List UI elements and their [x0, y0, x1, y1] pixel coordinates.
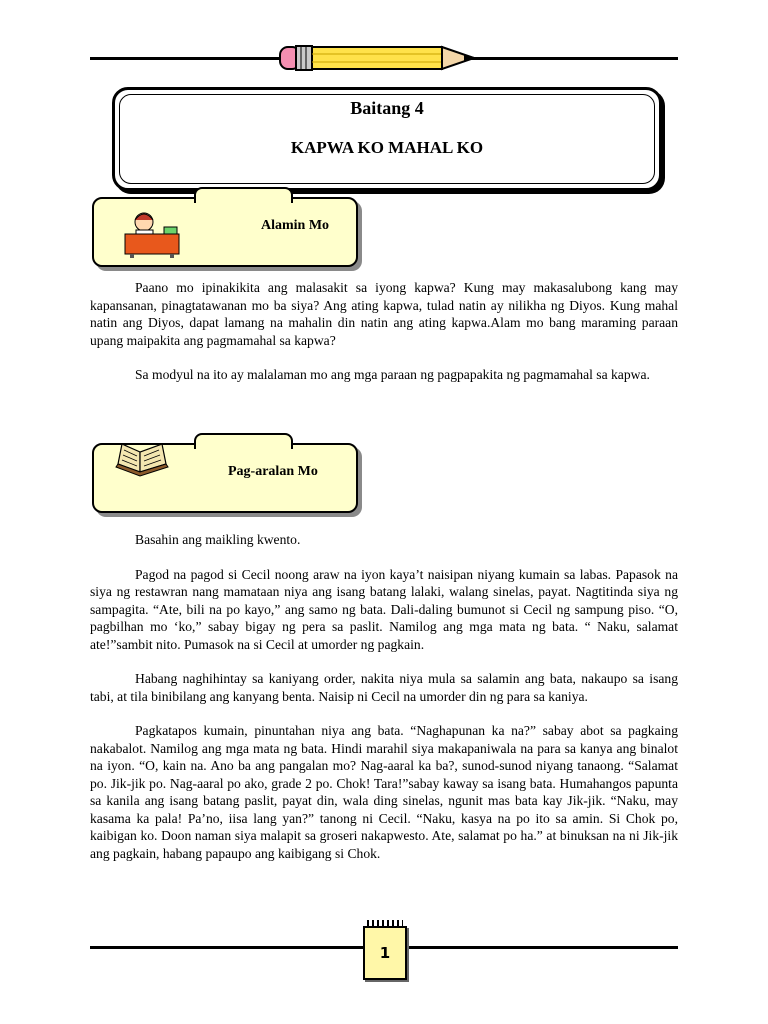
- story-text: [90, 531, 678, 862]
- intro-paragraph-2: Sa modyul na ito ay malalaman mo ang mga paraan ng pagpapakita ng pagmamahal sa kapwa.: [135, 367, 650, 382]
- lesson-title: KAPWA KO MAHAL KO: [290, 138, 484, 157]
- grade-level: Baitang 4: [350, 98, 424, 118]
- alamin-mo-label: Alamin Mo: [261, 218, 330, 233]
- title-box: [112, 87, 662, 191]
- story-paragraph-3: Pagkatapos kumain, pinuntahan niya ang bata. “Naghapunan ka na?” sabay abot sa pagkaing nakabalot. Namilog ang mga mata ng bata. Hindi marahil siya makapaniwala na para sa kanya ang binalot na iyon. “O, kain na. Ano ba ang pangalan mo? Nag-aaral ka ba?, sunod-sunod niyang tanaong. “Salamat po. Jik-jik po. Nag-aaral po ako, grade 2 po. Chok! Tara!”sabay kaway sa isang bata. Humahangos papunta sa kanila ang isang batang paslit, payat din, wala ding sinelas, ngunit mas bata kay Jik-jik. “Naku, may kasama ka pala! Pa’no, iisa lang yan?” tanong ni Cecil. “Naku, kasya na po ito sa amin. Si Chok po, kaibigan ko. Doon naman siya malapit sa groseri nakapwesto. Ate, salamat po ha.” at binuksan na ni Jik-jik ang pagkain, habang papaupo ang kaibigang si Chok.: [90, 723, 678, 861]
- story-paragraph-1: Pagod na pagod si Cecil noong araw na iyon kaya’t naisipan niyang kumain sa labas. Papasok na siya ng restawran nang mamataan niya ang isang batang lalaki, walang sinelas, payat. Nagtitinda siya ng sampagita. “Ate, bili na po kayo,” ang samo ng bata. Dali-daling bumunot si Cecil ng sampung piso. “O, pagbilhan mo ‘ko,” sabay bigay ng pera sa paslit. Namilog ang mga mata ng bata. “ Naku, salamat ate!”sambit nito. Pumasok na si Cecil at umorder ng pagkain.: [90, 566, 678, 652]
- open-book-icon: [114, 440, 170, 478]
- story-paragraph-2: Habang naghihintay sa kaniyang order, nakita niya mula sa salamin ang bata, nakaupo sa isang tabi, at tila binibilang ang kanyang benta. Naisip ni Cecil na umorder din ng para sa kaniya.: [90, 671, 678, 704]
- notepad-coil: [367, 920, 403, 928]
- student-at-desk-icon: [122, 210, 188, 258]
- tab-notch: [194, 187, 293, 203]
- pag-aralan-mo-label: Pag-aralan Mo: [228, 464, 318, 479]
- intro-text: [90, 279, 678, 384]
- tab-notch: [194, 433, 293, 449]
- page-number: 1: [379, 944, 391, 962]
- notepad-icon: [363, 926, 407, 980]
- intro-paragraph-1: Paano mo ipinakikita ang malasakit sa iyong kapwa? Kung may makasalubong kang may kapansanan, pinagtatawanan mo ba siya? Ang ating kapwa, tulad natin ay nilikha ng Diyos. Kung mahal natin ang Diyos, dapat lamang na mahalin din natin ang ating kapwa.Alam mo bang maraming paraan upang maipakita ang pagmamahal sa kapwa?: [90, 280, 678, 348]
- pencil-icon: [278, 42, 490, 74]
- story-instruction: Basahin ang maikling kwento.: [135, 532, 301, 547]
